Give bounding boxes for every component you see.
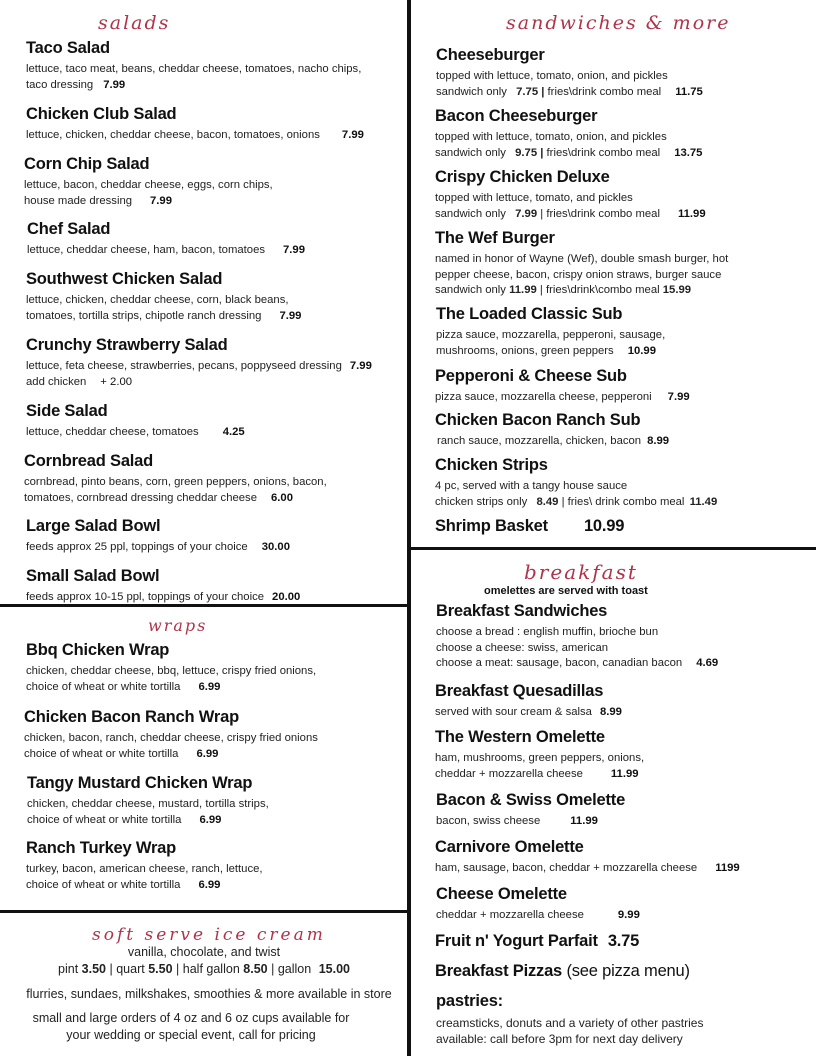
- item-name: Pepperoni & Cheese Sub: [435, 367, 627, 385]
- sandwiches-breakfast-divider: [410, 547, 816, 550]
- item-description: ranch sauce, mozzarella, chicken, bacon 8.99: [437, 435, 670, 447]
- item-name: Breakfast Sandwiches: [436, 602, 608, 620]
- menu-item-parfait: [435, 931, 639, 951]
- salads-heading: salads: [98, 12, 171, 34]
- menu-item-side-salad: [26, 401, 245, 441]
- item-description: topped with lettuce, tomato, onion, and pickles sandwich only 9.75 | fries\drink combo meal 13.75: [435, 131, 703, 159]
- item-price: 4.25: [222, 426, 245, 438]
- item-description: chicken, cheddar cheese, bbq, lettuce, crispy fried onions, choice of wheat or white tortilla 6.99: [26, 665, 317, 693]
- item-name: pastries:: [436, 992, 503, 1010]
- item-price: 6.99: [198, 878, 221, 891]
- extra-price: + 2.00: [100, 375, 133, 388]
- item-description: topped with lettuce, tomato, onion, and pickles sandwich only 7.75 | fries\drink combo meal 11.75: [436, 70, 703, 98]
- item-description: cornbread, pinto beans, corn, green peppers, onions, bacon, tomatoes, cornbread dressing cheddar cheese 6.00: [24, 476, 327, 504]
- item-price: 7.99: [349, 360, 372, 372]
- item-description: lettuce, taco meat, beans, cheddar cheese, tomatoes, nacho chips, taco dressing 7.99: [26, 63, 362, 91]
- item-name: The Wef Burger: [435, 229, 555, 247]
- menu-item-pastries: [436, 991, 703, 1047]
- menu-item-crispy-chicken-deluxe: [435, 167, 706, 222]
- item-name: Bacon Cheeseburger: [435, 107, 598, 125]
- menu-item-breakfast-quesadillas: [435, 681, 622, 721]
- menu-item-loaded-classic-sub: [436, 304, 665, 359]
- sandwiches-heading: sandwiches & more: [506, 12, 731, 34]
- item-name: Cheeseburger: [436, 46, 545, 64]
- item-description: bacon, swiss cheese 11.99: [436, 815, 598, 827]
- item-price: 6.99: [199, 813, 222, 826]
- menu-item-chef-salad: [27, 219, 305, 259]
- item-name: The Loaded Classic Sub: [436, 305, 623, 323]
- item-name: Chicken Club Salad: [26, 105, 177, 123]
- item-price: 20.00: [272, 591, 301, 603]
- item-name: Cheese Omelette: [436, 885, 567, 903]
- item-description: 4 pc, served with a tangy house sauce chicken strips only 8.49 | fries\ drink combo meal 11.49: [435, 480, 718, 508]
- item-name: Cornbread Salad: [24, 452, 154, 470]
- item-price: 6.99: [196, 747, 219, 760]
- column-divider: [407, 0, 411, 1056]
- item-description: pizza sauce, mozzarella cheese, pepperoni 7.99: [435, 391, 690, 403]
- soft-serve-extras: flurries, sundaes, milkshakes, smoothies & more available in store: [26, 987, 392, 1001]
- menu-item-ranch-turkey-wrap: [26, 838, 263, 893]
- item-description: creamsticks, donuts and a variety of other pastries available: call before 3pm for next day delivery: [436, 1016, 704, 1046]
- menu-item-cornbread-salad: [24, 451, 327, 506]
- menu-item-pepperoni-cheese-sub: [435, 366, 690, 406]
- item-price: 3.75: [607, 932, 640, 950]
- menu-item-western-omelette: [435, 727, 644, 782]
- menu-item-cheeseburger: [436, 45, 703, 100]
- menu-item-bacon-swiss-omelette: [436, 790, 625, 830]
- menu-item-large-salad-bowl: [26, 516, 290, 556]
- menu-item-breakfast-sandwiches: [436, 601, 718, 672]
- item-name: Fruit n' Yogurt Parfait: [435, 932, 598, 950]
- menu-item-cheese-omelette: [436, 884, 640, 924]
- item-description: lettuce, cheddar cheese, tomatoes 4.25: [26, 426, 245, 438]
- menu-item-taco-salad: [26, 38, 361, 93]
- breakfast-heading: breakfast: [524, 560, 638, 584]
- item-name: Side Salad: [26, 402, 108, 420]
- soft-serve-note-2: your wedding or special event, call for pricing: [66, 1028, 316, 1042]
- soft-serve-note-1: small and large orders of 4 oz and 6 oz cups available for: [32, 1011, 350, 1025]
- item-name: Ranch Turkey Wrap: [26, 839, 177, 857]
- wraps-heading: wraps: [148, 616, 208, 635]
- item-note: (see pizza menu): [566, 962, 690, 980]
- item-description: chicken, bacon, ranch, cheddar cheese, crispy fried onions choice of wheat or white tortilla 6.99: [24, 732, 318, 760]
- item-price: 30.00: [261, 541, 290, 553]
- menu-item-small-salad-bowl: [26, 566, 300, 606]
- soft-serve-heading: soft serve ice cream: [92, 925, 326, 945]
- item-price: 6.99: [198, 680, 221, 693]
- item-name: Bacon & Swiss Omelette: [436, 791, 626, 809]
- item-name: Small Salad Bowl: [26, 567, 160, 585]
- menu-item-chicken-strips: [435, 455, 717, 510]
- item-price: 7.99: [341, 129, 364, 141]
- item-name: Taco Salad: [26, 39, 110, 57]
- menu-item-carnivore-omelette: [435, 837, 740, 877]
- item-price: 6.00: [270, 491, 293, 504]
- item-name: The Western Omelette: [435, 728, 605, 746]
- item-name: Corn Chip Salad: [24, 155, 150, 173]
- item-description: named in honor of Wayne (Wef), double smash burger, hot pepper cheese, bacon, crispy onion straws, burger sauce sandwich only 11.99 | fries\drink\combo meal 15.99: [435, 253, 729, 296]
- item-name: Chef Salad: [27, 220, 111, 238]
- menu-item-bacon-cheeseburger: [435, 106, 702, 161]
- soft-serve-flavors: vanilla, chocolate, and twist: [127, 945, 281, 959]
- item-description: lettuce, chicken, cheddar cheese, corn, black beans, tomatoes, tortilla strips, chipotle ranch dressing 7.99: [26, 294, 302, 322]
- item-name: Crunchy Strawberry Salad: [26, 336, 228, 354]
- item-name: Chicken Strips: [435, 456, 548, 474]
- item-description: lettuce, chicken, cheddar cheese, bacon, tomatoes, onions 7.99: [26, 129, 364, 141]
- item-description: feeds approx 25 ppl, toppings of your choice 30.00: [26, 541, 290, 553]
- item-name: Carnivore Omelette: [435, 838, 584, 856]
- item-description: topped with lettuce, tomato, and pickles sandwich only 7.99 | fries\drink combo meal 11.99: [435, 192, 706, 220]
- item-description: served with sour cream & salsa 8.99: [435, 706, 622, 718]
- menu-item-chicken-bacon-ranch-sub: [435, 410, 669, 450]
- item-description: pizza sauce, mozzarella, pepperoni, sausage, mushrooms, onions, green peppers 10.99: [436, 329, 666, 357]
- menu-item-breakfast-pizzas: [435, 961, 690, 981]
- item-price: 7.99: [283, 244, 306, 256]
- item-description: lettuce, cheddar cheese, ham, bacon, tomatoes 7.99: [27, 244, 306, 256]
- soft-serve-sizes: pint 3.50 | quart 5.50 | half gallon 8.50 | gallon 15.00: [58, 962, 350, 976]
- menu-item-crunchy-strawberry-salad: [26, 335, 372, 390]
- item-price: 7.99: [150, 194, 173, 207]
- item-description: ham, sausage, bacon, cheddar + mozzarella cheese 1199: [435, 862, 740, 874]
- item-price: 7.99: [103, 78, 126, 91]
- item-name: Shrimp Basket: [435, 517, 548, 535]
- item-name: Southwest Chicken Salad: [26, 270, 223, 288]
- item-description: lettuce, bacon, cheddar cheese, eggs, corn chips, house made dressing 7.99: [24, 179, 273, 207]
- item-name: Chicken Bacon Ranch Sub: [435, 411, 641, 429]
- item-price: 7.99: [279, 309, 302, 322]
- menu-item-chicken-bacon-ranch-wrap: [24, 707, 318, 762]
- menu-item-bbq-chicken-wrap: [26, 640, 316, 695]
- menu-item-southwest-chicken-salad: [26, 269, 301, 324]
- item-description: chicken, cheddar cheese, mustard, tortilla strips, choice of wheat or white tortilla 6.99: [27, 798, 269, 826]
- item-description: cheddar + mozzarella cheese 9.99: [436, 909, 640, 921]
- menu-item-shrimp-basket: [435, 516, 624, 536]
- menu-item-wef-burger: [435, 228, 728, 299]
- item-name: Bbq Chicken Wrap: [26, 641, 170, 659]
- item-description: feeds approx 10-15 ppl, toppings of your choice 20.00: [26, 591, 301, 603]
- wraps-softserve-divider: [0, 910, 408, 913]
- menu-item-tangy-mustard-chicken-wrap: [27, 773, 269, 828]
- item-price: 10.99: [583, 517, 625, 535]
- item-name: Breakfast Pizzas: [435, 962, 563, 980]
- item-description: ham, mushrooms, green peppers, onions, cheddar + mozzarella cheese 11.99: [435, 752, 645, 780]
- item-name: Large Salad Bowl: [26, 517, 161, 535]
- item-name: Crispy Chicken Deluxe: [435, 168, 610, 186]
- item-name: Tangy Mustard Chicken Wrap: [27, 774, 253, 792]
- breakfast-note: omelettes are served with toast: [484, 585, 648, 597]
- item-description: turkey, bacon, american cheese, ranch, lettuce, choice of wheat or white tortilla 6.99: [26, 863, 263, 891]
- menu-item-chicken-club-salad: [26, 104, 364, 144]
- item-description: choose a bread : english muffin, brioche bun choose a cheese: swiss, american choose a meat: sausage, bacon, canadian bacon 4.69: [436, 626, 719, 669]
- item-name: Chicken Bacon Ranch Wrap: [24, 708, 239, 726]
- item-name: Breakfast Quesadillas: [435, 682, 604, 700]
- item-description: lettuce, feta cheese, strawberries, pecans, poppyseed dressing 7.99 add chicken + 2.00: [26, 360, 372, 388]
- menu-item-corn-chip-salad: [24, 154, 273, 209]
